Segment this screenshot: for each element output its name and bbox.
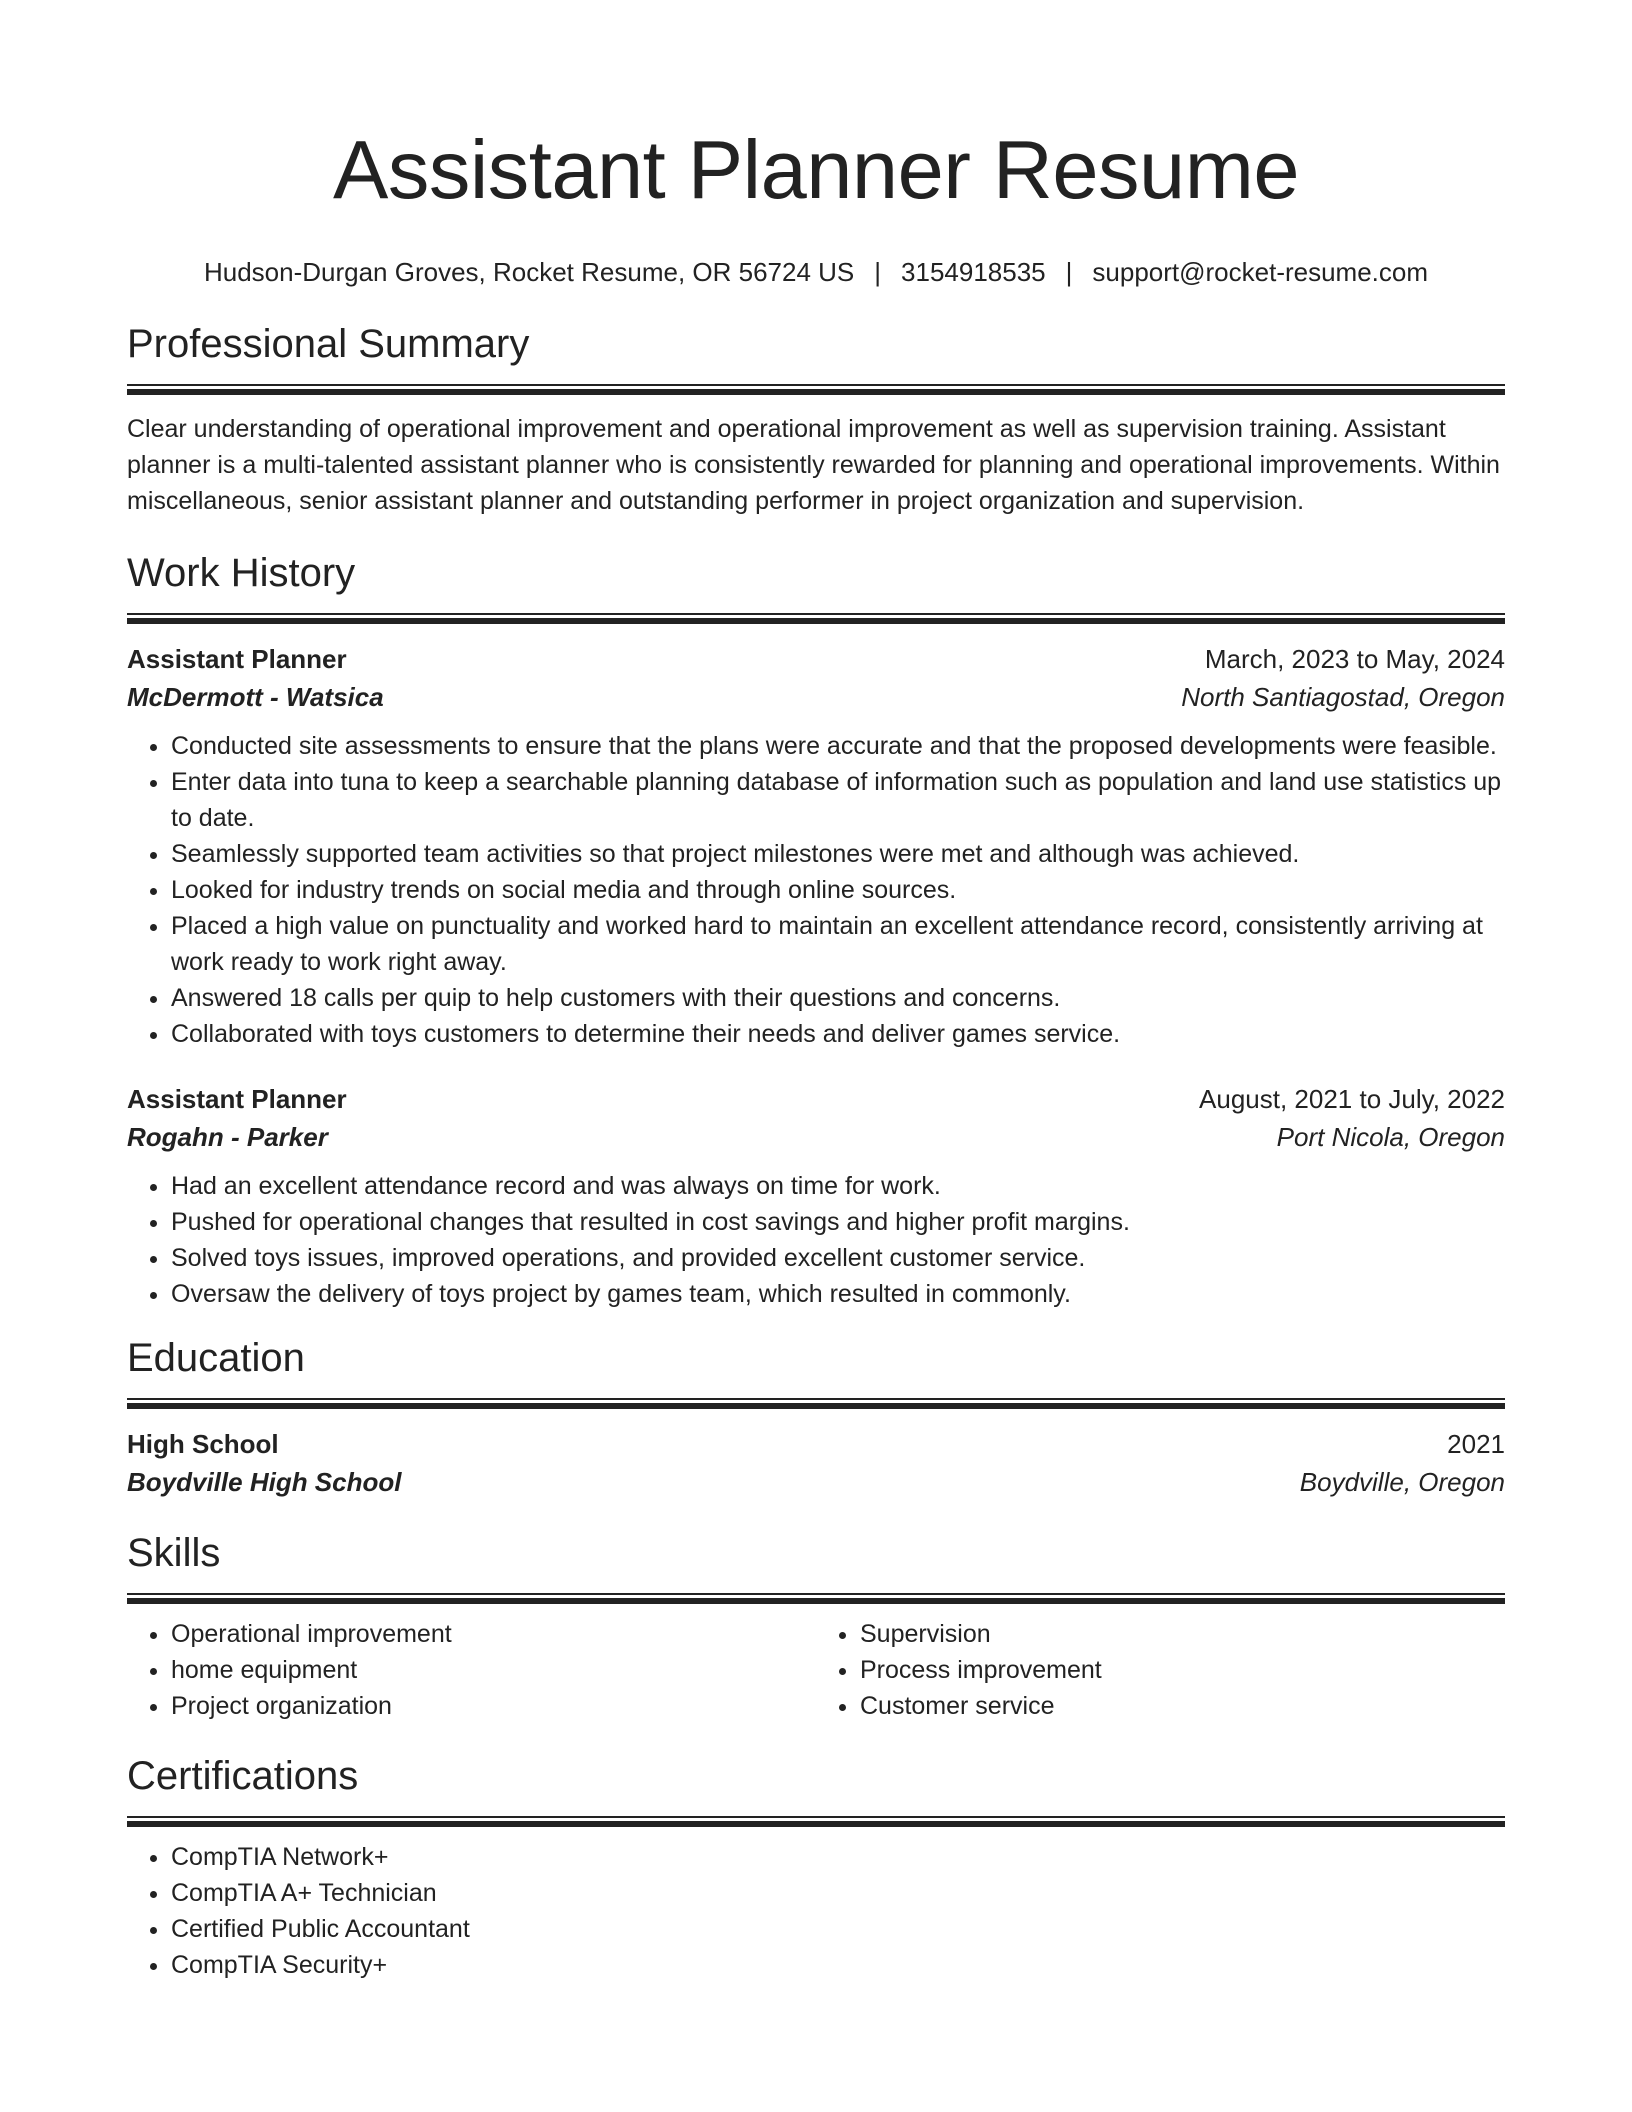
list-item: • Solved toys issues, improved operations, and provided excellent customer service.: [171, 1240, 1505, 1276]
section-divider: [127, 1816, 1505, 1827]
list-item: • Enter data into tuna to keep a searchable planning database of information such as population and land use statistics up to date.: [171, 764, 1505, 836]
certifications-list: [127, 1839, 1505, 1983]
list-item: • Answered 18 calls per quip to help customers with their questions and concerns.: [171, 980, 1505, 1016]
job-header: [127, 1080, 1505, 1118]
education-school: Boydville High School: [127, 1467, 402, 1497]
certifications-section: [127, 1750, 1505, 1983]
list-item: • Seamlessly supported team activities so that project milestones were met and although was achieved.: [171, 836, 1505, 872]
section-divider: [127, 384, 1505, 395]
certification-item: • CompTIA A+ Technician: [171, 1875, 1505, 1911]
job-dates: March, 2023 to May, 2024: [1204, 644, 1505, 674]
job-location: North Santiagostad, Oregon: [1181, 682, 1505, 712]
education-header: [127, 1425, 1505, 1463]
skills-list-right: [816, 1616, 1505, 1724]
skills-section: [127, 1527, 1505, 1724]
contact-separator: |: [874, 257, 882, 287]
section-heading-summary: Professional Summary: [127, 322, 530, 366]
section-heading-education: Education: [127, 1336, 305, 1380]
contact-address: Hudson-Durgan Groves, Rocket Resume, OR 56724 US: [203, 257, 855, 287]
contact-phone: 3154918535: [901, 257, 1046, 287]
contact-email: support@rocket-resume.com: [1092, 257, 1429, 287]
certification-item: • CompTIA Security+: [171, 1947, 1505, 1983]
list-item: • Had an excellent attendance record and was always on time for work.: [171, 1168, 1505, 1204]
skills-list-left: [127, 1616, 816, 1724]
section-divider: [127, 1398, 1505, 1409]
skill-item: • Process improvement: [860, 1652, 1505, 1688]
contact-separator: |: [1065, 257, 1073, 287]
skill-item: • home equipment: [171, 1652, 816, 1688]
section-heading-certifications: Certifications: [127, 1754, 359, 1798]
job-company: McDermott - Watsica: [127, 682, 384, 712]
job-subheader: [127, 1118, 1505, 1156]
list-item: • Pushed for operational changes that resulted in cost savings and higher profit margins.: [171, 1204, 1505, 1240]
resume-title: Assistant Planner Resume: [332, 123, 1299, 216]
certification-item: • Certified Public Accountant: [171, 1911, 1505, 1947]
summary-section: [127, 318, 1505, 519]
job-subheader: [127, 678, 1505, 716]
education-section: [127, 1332, 1505, 1501]
section-heading-skills: Skills: [127, 1531, 221, 1575]
education-degree: High School: [127, 1429, 279, 1459]
education-subheader: [127, 1463, 1505, 1501]
section-divider: [127, 613, 1505, 624]
job-title: Assistant Planner: [127, 1084, 347, 1114]
list-item: • Placed a high value on punctuality and worked hard to maintain an excellent attendance record, consistently arriving at work ready to work right away.: [171, 908, 1505, 980]
work-history-section: [127, 547, 1505, 1312]
job-entry: [127, 640, 1505, 1052]
summary-text: Clear understanding of operational improvement and operational improvement as well as supervision training. Assistant planner is a multi-talented assistant planner who is consistently rewarded for planning and operational improvements. Within miscellaneous, senior assistant planner and outstanding performer in project organization and supervision.: [127, 415, 1500, 515]
skills-grid: [127, 1616, 1505, 1724]
certification-item: • CompTIA Network+: [171, 1839, 1505, 1875]
education-location: Boydville, Oregon: [1299, 1467, 1505, 1497]
list-item: • Collaborated with toys customers to determine their needs and deliver games service.: [171, 1016, 1505, 1052]
job-company: Rogahn - Parker: [127, 1122, 328, 1152]
section-divider: [127, 1593, 1505, 1604]
list-item: • Conducted site assessments to ensure that the plans were accurate and that the proposed developments were feasible.: [171, 728, 1505, 764]
job-entry: [127, 1080, 1505, 1312]
list-item: • Oversaw the delivery of toys project by games team, which resulted in commonly.: [171, 1276, 1505, 1312]
contact-line: [127, 254, 1505, 290]
job-title: Assistant Planner: [127, 644, 347, 674]
skill-item: • Project organization: [171, 1688, 816, 1724]
section-heading-work-history: Work History: [127, 551, 356, 595]
education-year: 2021: [1447, 1429, 1505, 1459]
skill-item: • Operational improvement: [171, 1616, 816, 1652]
job-bullets: [127, 1168, 1505, 1312]
education-entry: [127, 1425, 1505, 1501]
skill-item: • Customer service: [860, 1688, 1505, 1724]
list-item: • Looked for industry trends on social media and through online sources.: [171, 872, 1505, 908]
job-location: Port Nicola, Oregon: [1276, 1122, 1505, 1152]
job-dates: August, 2021 to July, 2022: [1199, 1084, 1505, 1114]
job-header: [127, 640, 1505, 678]
skill-item: • Supervision: [860, 1616, 1505, 1652]
job-bullets: [127, 728, 1505, 1052]
